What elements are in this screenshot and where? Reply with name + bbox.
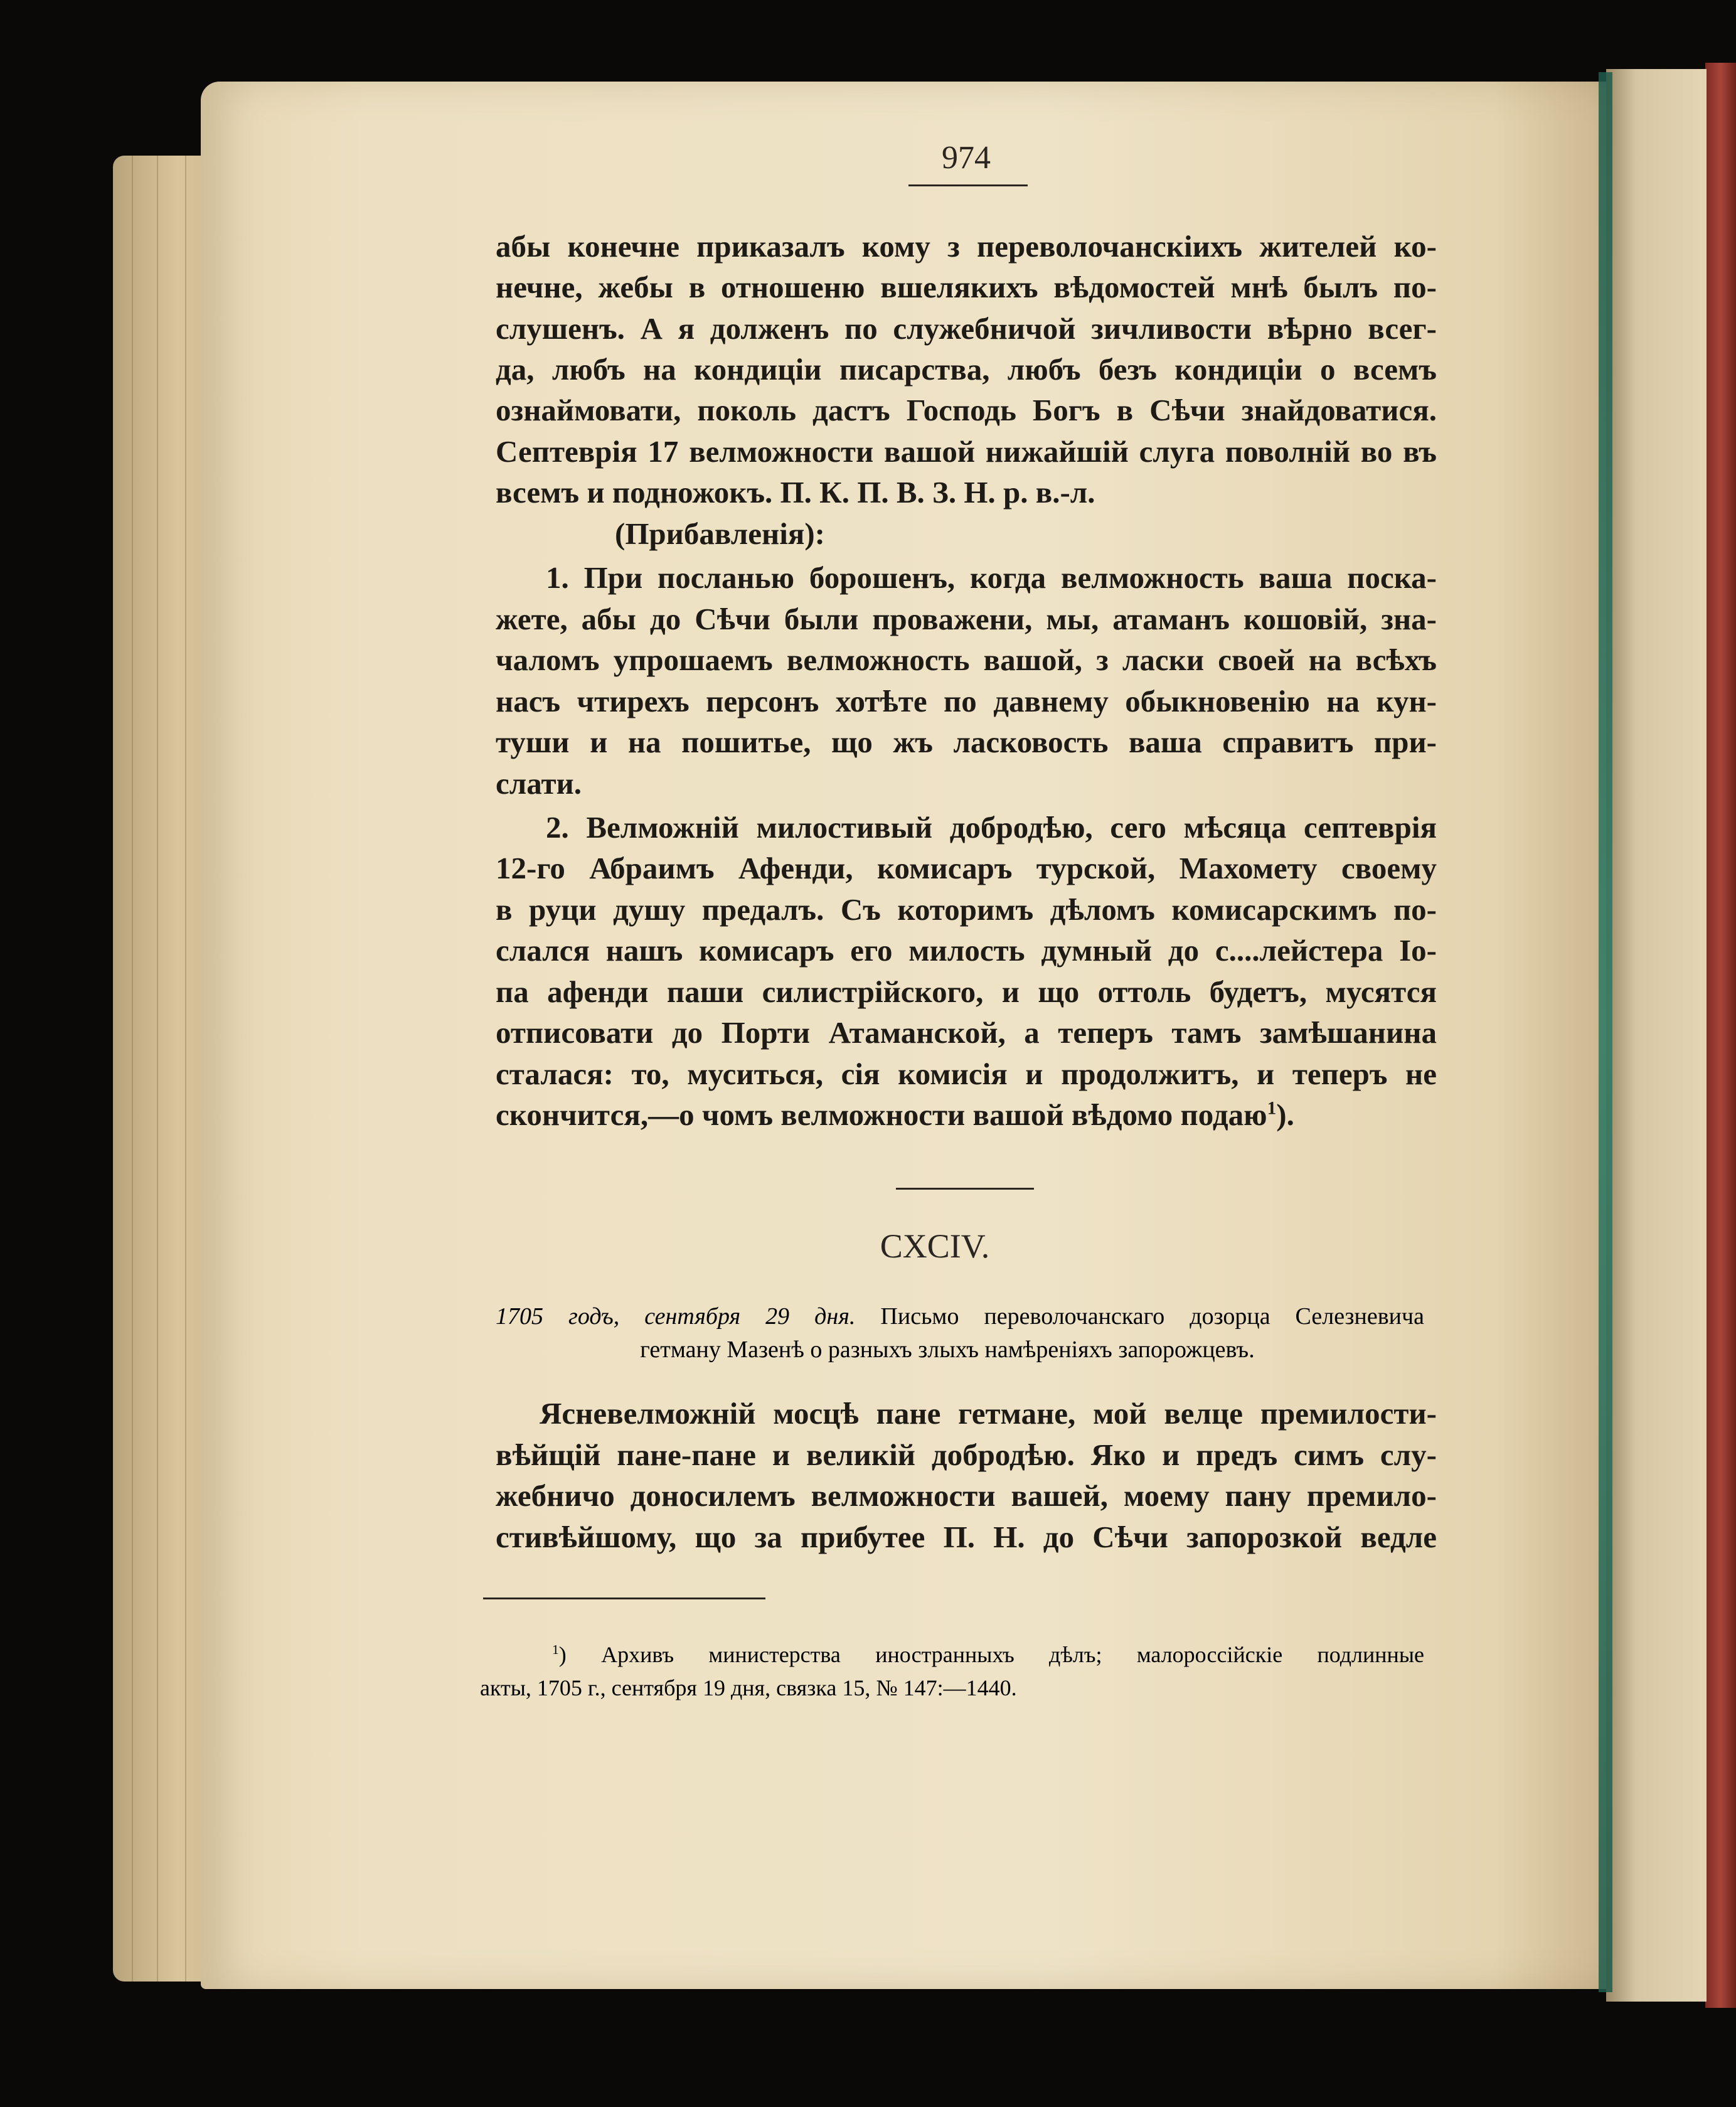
spine-green-edge bbox=[1599, 72, 1612, 1992]
letter-date: 1705 годъ, сентября 29 дня. bbox=[496, 1303, 856, 1330]
letter-header-line: 1705 годъ, сентября 29 дня. Письмо переволочанскаго дозорца Селезневича bbox=[496, 1303, 1424, 1330]
footnote-line: $^1$) Архивъ министерства иностранныхъ дѣлъ; малороссійскіе подлинные bbox=[552, 1642, 1424, 1667]
page-number-rule bbox=[908, 184, 1028, 186]
section-number: CXCIV. bbox=[880, 1227, 990, 1265]
text-line: жебничо доносилемъ велможности вашей, моему пану премило- bbox=[496, 1478, 1437, 1513]
text-line: ознаймовати, поколь дастъ Господь Богъ в Сѣчи знайдоватися. bbox=[496, 393, 1437, 427]
addenda-heading: (Прибавленія): bbox=[615, 516, 825, 551]
text-line: Ясневелможній мосцѣ пане гетмане, мой велце премилости- bbox=[540, 1396, 1437, 1431]
book-cover-right bbox=[1705, 63, 1736, 2008]
text-line: стивѣйшому, що за прибутее П. Н. до Сѣчи запорозкой ведле bbox=[496, 1520, 1437, 1554]
text-line: отписовати до Порти Атаманской, а теперъ тамъ замѣшанина bbox=[496, 1015, 1437, 1050]
text-line: па афенди паши силистрійского, и що оттоль будетъ, мусятся bbox=[496, 974, 1437, 1009]
text-line: сталася: то, муситься, сія комисія и продолжитъ, и теперъ не bbox=[496, 1057, 1437, 1091]
letter-header-line: гетману Мазенѣ о разныхъ злыхъ намѣреніяхъ запорожцевъ. bbox=[640, 1336, 1255, 1363]
footnote-rule bbox=[483, 1598, 765, 1599]
text-line: да, любъ на кондиціи писарства, любъ безъ кондиціи о всемъ bbox=[496, 352, 1437, 387]
text-line: слати. bbox=[496, 766, 582, 801]
text-line: слался нашъ комисаръ его милость думный до с....лейстера Іо- bbox=[496, 933, 1437, 968]
facing-page-edge bbox=[1606, 69, 1707, 2002]
footnote-mark: 1 bbox=[552, 1642, 559, 1657]
section-divider bbox=[896, 1188, 1034, 1190]
text-line: туши и на пошитье, що жъ ласковость ваша справитъ при- bbox=[496, 725, 1437, 759]
text-line: 12-го Абраимъ Афенди, комисаръ турской, Махомету своему bbox=[496, 851, 1437, 885]
text-line: слушенъ. А я долженъ по служебничой зичливости вѣрно всег- bbox=[496, 311, 1437, 346]
text-line: нечне, жебы в отношеню вшелякихъ вѣдомостей мнѣ былъ по- bbox=[496, 270, 1437, 304]
text-line: 1. При посланью борошенъ, когда велможность ваша поска- bbox=[546, 560, 1437, 595]
text-line: 2. Велможній милостивый добродѣю, сего мѣсяца септеврія bbox=[546, 810, 1437, 845]
footnote-line: акты, 1705 г., сентября 19 дня, связка 15, № 147:—1440. bbox=[480, 1675, 1017, 1700]
text-line: абы конечне приказалъ кому з переволочанскіихъ жителей ко- bbox=[496, 229, 1437, 264]
text-line: Септеврія 17 велможности вашой нижайшій слуга поволній во въ bbox=[496, 434, 1437, 469]
text-line: в руци душу предалъ. Съ которимъ дѣломъ комисарскимъ по- bbox=[496, 892, 1437, 927]
page-number: 974 bbox=[942, 140, 991, 176]
text-line: вѣйщій пане-пане и великій добродѣю. Яко и предъ симъ слу- bbox=[496, 1438, 1437, 1472]
text-line-with-footnote: скончится,—о чомъ велможности вашой вѣдомо подаю$^1$). bbox=[496, 1097, 1294, 1132]
footnote-reference: 1 bbox=[1267, 1098, 1277, 1119]
text-line: жете, абы до Сѣчи были проважени, мы, атаманъ кошовій, зна- bbox=[496, 602, 1437, 636]
text-line: всемъ и подножокъ. П. К. П. В. З. Н. р. в.-л. bbox=[496, 475, 1095, 509]
text-line: насъ чтирехъ персонъ хотѣте по давнему обыкновенію на кун- bbox=[496, 684, 1437, 718]
text-line: чаломъ упрошаемъ велможность вашой, з ласки своей на всѣхъ bbox=[496, 643, 1437, 677]
